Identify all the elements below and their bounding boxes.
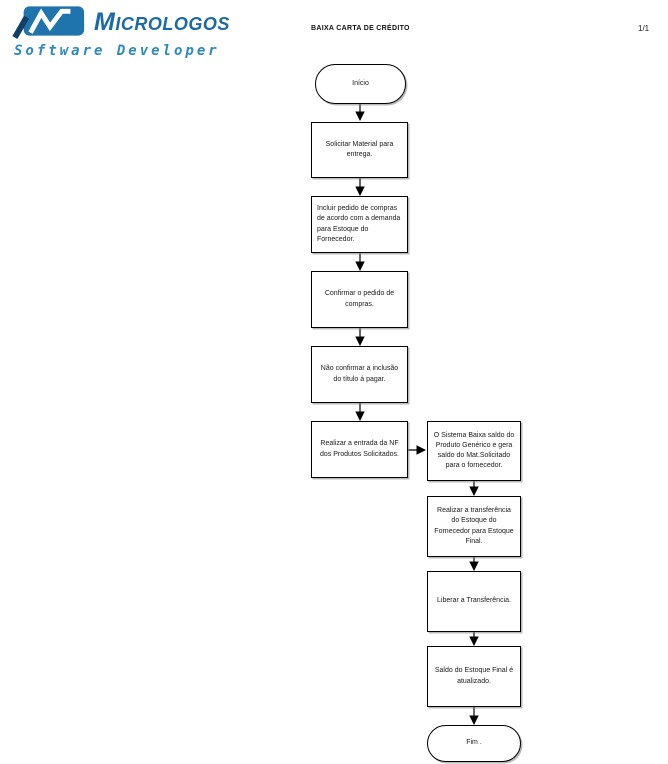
- brand-tagline: Software Developer: [14, 43, 220, 59]
- flow-node-start: [315, 64, 406, 104]
- flow-node-step5: [311, 421, 408, 478]
- flow-node-label: Confirmar o pedido de compras.: [324, 290, 395, 308]
- page-title: BAIXA CARTA DE CRÉDITO: [311, 25, 410, 32]
- flow-node-step2: [311, 196, 408, 253]
- flow-node-step7: [427, 496, 521, 557]
- flow-node-label: Saldo do Estoque Final é atualizado.: [434, 667, 514, 685]
- flow-node-label: Incluir pedido de compras de acordo com a demanda para Estoque do Fornecedor.: [317, 205, 401, 243]
- flow-node-step4: [311, 346, 408, 403]
- flow-node-step9: [427, 646, 521, 707]
- page-indicator: 1/1: [638, 24, 650, 33]
- flow-node-step3: [311, 271, 408, 328]
- flow-node-step6: [427, 421, 521, 481]
- flow-node-end: [427, 725, 521, 762]
- flow-node-step8: [427, 571, 521, 632]
- flow-node-label: Não confirmar a inclusão do título á pagar.: [320, 365, 399, 383]
- flow-node-label: O Sistema Baixa saldo do Produto Genérico e gera saldo do Mat.Solicitado para o fornecedor.: [433, 431, 515, 470]
- flow-node-label: Início: [352, 79, 369, 87]
- flow-node-label: Solicitar Material para entrega.: [325, 140, 394, 158]
- flow-node-label: Realizar a transferência do Estoque do Fornecedor para Estoque Final.: [434, 507, 514, 545]
- flow-node-label: Liberar a Transferência.: [437, 597, 511, 605]
- flow-node-label: Fim .: [466, 739, 482, 747]
- flow-node-step1: [311, 122, 408, 178]
- logo: [10, 4, 230, 59]
- micrologos-m-icon: [10, 4, 88, 40]
- flow-node-label: Realizar a entrada da NF dos Produtos Solicitados.: [320, 440, 399, 458]
- brand-name: Micrologos: [94, 7, 230, 36]
